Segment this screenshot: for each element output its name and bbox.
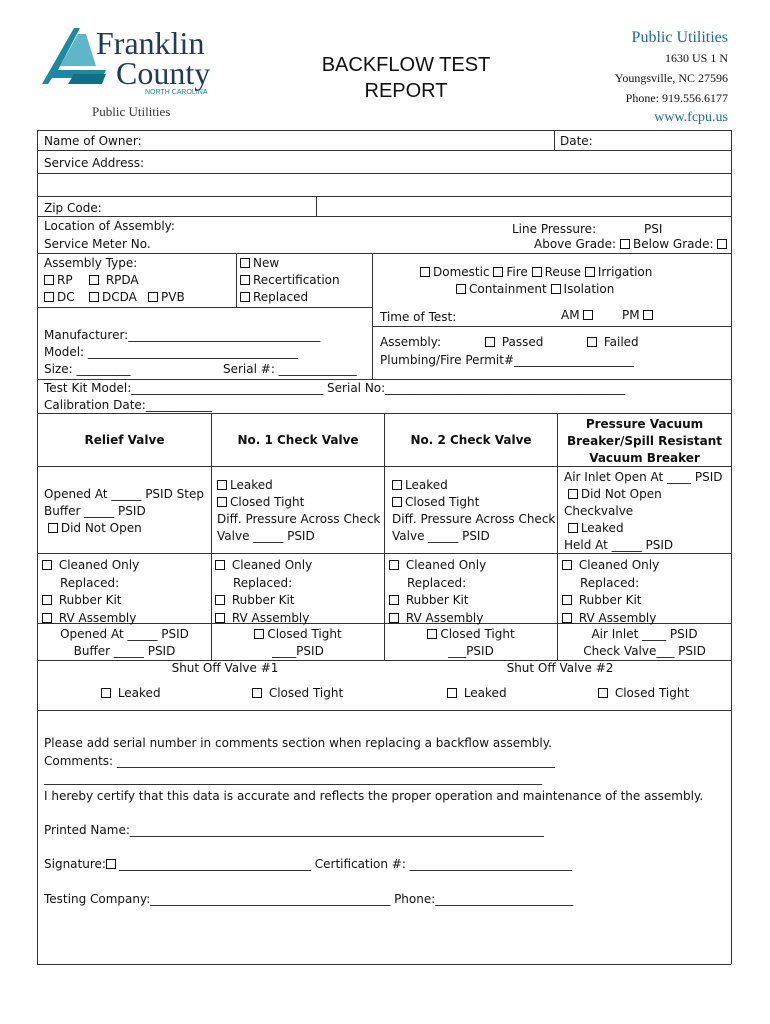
checkbox-icon (48, 523, 58, 533)
checkbox-icon (42, 595, 52, 605)
rp-option[interactable]: RP (44, 273, 73, 287)
checkbox-icon (583, 310, 593, 320)
relief-valve-header: Relief Valve (84, 433, 165, 447)
shutoff-valve-2-label: Shut Off Valve #2 (506, 661, 614, 675)
shutoff1-leaked-option[interactable]: Leaked (101, 686, 161, 700)
shutoff-valve-1-label: Shut Off Valve #1 (171, 661, 279, 675)
check1-header: No. 1 Check Valve (237, 433, 359, 447)
checkbox-icon (215, 560, 225, 570)
service-meter-field[interactable]: Service Meter No. (44, 237, 151, 251)
date-field[interactable]: Date: (560, 134, 593, 148)
below-grade-checkbox-icon (717, 239, 727, 249)
manufacturer-field[interactable]: Manufacturer:________________________________ (44, 328, 321, 342)
pvb-results[interactable]: Air Inlet Open At ____ PSID Did Not Open Checkvalve Leaked Held At _____ PSID (564, 470, 723, 552)
use-type-row2[interactable]: Containment Isolation (456, 282, 614, 296)
check2-retest[interactable]: Closed Tight ___PSID (385, 626, 557, 660)
use-type-row1[interactable]: Domestic Fire Reuse Irrigation (420, 265, 652, 279)
signature-checkbox-icon (106, 859, 116, 869)
checkbox-icon (252, 688, 262, 698)
checkbox-icon (532, 267, 542, 277)
checkbox-icon (643, 310, 653, 320)
logo-dept: Public Utilities (92, 104, 171, 119)
assembly-type-label: Assembly Type: (44, 256, 138, 270)
size-field[interactable]: Size: _________ (44, 362, 131, 376)
checkbox-icon (240, 292, 250, 302)
checkbox-icon (427, 629, 437, 639)
model-field[interactable]: Model: ___________________________________ (44, 345, 298, 359)
checkbox-icon (44, 292, 54, 302)
assembly-label: Assembly: (380, 335, 442, 349)
rpda-option[interactable]: RPDA (89, 273, 139, 287)
comments-field[interactable]: Comments: _________________________________________________________________________ (44, 754, 555, 768)
pvb-retest[interactable]: Air Inlet ____ PSID Check Valve___ PSID (583, 627, 706, 658)
passed-option[interactable]: Passed (485, 335, 543, 349)
checkbox-icon (42, 613, 52, 623)
checkbox-icon (456, 284, 466, 294)
logo-name-line2: County (116, 55, 211, 91)
checkbox-icon (240, 258, 250, 268)
checkbox-icon (562, 560, 572, 570)
above-grade-checkbox-icon (620, 239, 630, 249)
checkbox-icon (562, 613, 572, 623)
checkbox-icon (89, 292, 99, 302)
service-address-field[interactable]: Service Address: (44, 156, 144, 170)
line-pressure-field[interactable]: Line Pressure: (512, 222, 597, 236)
relief-results[interactable]: Opened At _____ PSID Step Buffer _____ PSID Did Not Open (44, 487, 204, 535)
check1-repair[interactable]: Cleaned Only Replaced: Rubber Kit RV Assembly (215, 557, 312, 627)
check2-repair[interactable]: Cleaned Only Replaced: Rubber Kit RV Assembly (389, 557, 486, 627)
checkbox-icon (217, 497, 227, 507)
comments-line-2[interactable]: ___________________________________________________________________________________ (44, 771, 542, 785)
checkbox-icon (562, 595, 572, 605)
relief-retest[interactable]: Opened At _____ PSID Buffer _____ PSID (60, 627, 189, 658)
time-of-test-field[interactable]: Time of Test: (380, 310, 457, 324)
owner-name-field[interactable]: Name of Owner: (44, 134, 142, 148)
new-option[interactable]: New (240, 256, 279, 270)
checkbox-icon (42, 560, 52, 570)
pvb-repair[interactable]: Cleaned Only Replaced: Rubber Kit RV Assembly (562, 557, 659, 627)
checkbox-icon (392, 497, 402, 507)
signature-field[interactable]: Signature: ________________________________ Certification #: ___________________________ (44, 857, 572, 871)
logo-name-line1: Franklin (96, 25, 205, 61)
checkbox-icon (215, 595, 225, 605)
checkbox-icon (568, 489, 578, 499)
checkbox-icon (148, 292, 158, 302)
checkbox-icon (215, 613, 225, 623)
checkbox-icon (493, 267, 503, 277)
checkbox-icon (389, 613, 399, 623)
shutoff1-closed-tight-option[interactable]: Closed Tight (252, 686, 343, 700)
checkbox-icon (585, 267, 595, 277)
checkbox-icon (568, 523, 578, 533)
checkbox-icon (485, 337, 495, 347)
certification-statement: I hereby certify that this data is accurate and reflects the proper operation and maintenance of the assembly. (44, 789, 704, 803)
checkbox-icon (447, 688, 457, 698)
checkbox-icon (240, 275, 250, 285)
checkbox-icon (89, 275, 99, 285)
relief-repair[interactable]: Cleaned Only Replaced: Rubber Kit RV Assembly (42, 557, 139, 627)
below-grade-option[interactable]: Below Grade: (633, 237, 730, 251)
dc-option[interactable]: DC (44, 290, 75, 304)
pvb-option[interactable]: PVB (148, 290, 185, 304)
checkbox-icon (551, 284, 561, 294)
check1-results[interactable]: Leaked Closed Tight Diff. Pressure Across Check Valve _____ PSID (217, 478, 381, 543)
logo-state: NORTH CAROLINA (145, 89, 208, 96)
serial-field[interactable]: Serial #: _____________ (223, 362, 357, 376)
check1-retest[interactable]: Closed Tight ____PSID (212, 626, 384, 660)
failed-option[interactable]: Failed (587, 335, 639, 349)
testing-company-field[interactable]: Testing Company:________________________________________ Phone:_______________________ (44, 892, 574, 906)
shutoff2-closed-tight-option[interactable]: Closed Tight (598, 686, 689, 700)
assembly-location-field[interactable]: Location of Assembly: (44, 219, 175, 233)
checkbox-icon (587, 337, 597, 347)
recertification-option[interactable]: Recertification (240, 273, 340, 287)
checkbox-icon (420, 267, 430, 277)
dcda-option[interactable]: DCDA (89, 290, 137, 304)
checkbox-icon (101, 688, 111, 698)
shutoff2-leaked-option[interactable]: Leaked (447, 686, 507, 700)
pvb-header: Pressure Vacuum Breaker/Spill Resistant Vacuum Breaker (566, 417, 723, 465)
page-title: BACKFLOW TEST REPORT (321, 54, 491, 102)
test-kit-field[interactable]: Test Kit Model:________________________________ Serial No:________________________________________ (44, 381, 626, 395)
checkbox-icon (254, 629, 264, 639)
checkbox-icon (392, 480, 402, 490)
am-option[interactable]: AM (561, 308, 596, 322)
printed-name-field[interactable]: Printed Name:_____________________________________________________________________ (44, 823, 544, 837)
checkbox-icon (44, 275, 54, 285)
permit-field[interactable]: Plumbing/Fire Permit#____________________ (380, 353, 635, 367)
serial-note: Please add serial number in comments section when replacing a backflow assembly. (44, 736, 552, 750)
checkbox-icon (598, 688, 608, 698)
contact-block: Public Utilities 1630 US 1 N Youngsville, NC 27596 Phone: 919.556.6177 www.fcpu.us (614, 29, 728, 125)
check2-header: No. 2 Check Valve (410, 433, 532, 447)
above-grade-option[interactable]: Above Grade: (534, 237, 633, 251)
zip-code-field[interactable]: Zip Code: (44, 201, 102, 215)
check2-results[interactable]: Leaked Closed Tight Diff. Pressure Across Check Valve _____ PSID (392, 478, 556, 543)
calibration-date-field[interactable]: Calibration Date:___________ (44, 398, 212, 412)
psi-label: PSI (644, 222, 663, 236)
pm-option[interactable]: PM (622, 308, 656, 322)
checkbox-icon (389, 560, 399, 570)
replaced-option[interactable]: Replaced (240, 290, 308, 304)
checkbox-icon (389, 595, 399, 605)
checkbox-icon (217, 480, 227, 490)
